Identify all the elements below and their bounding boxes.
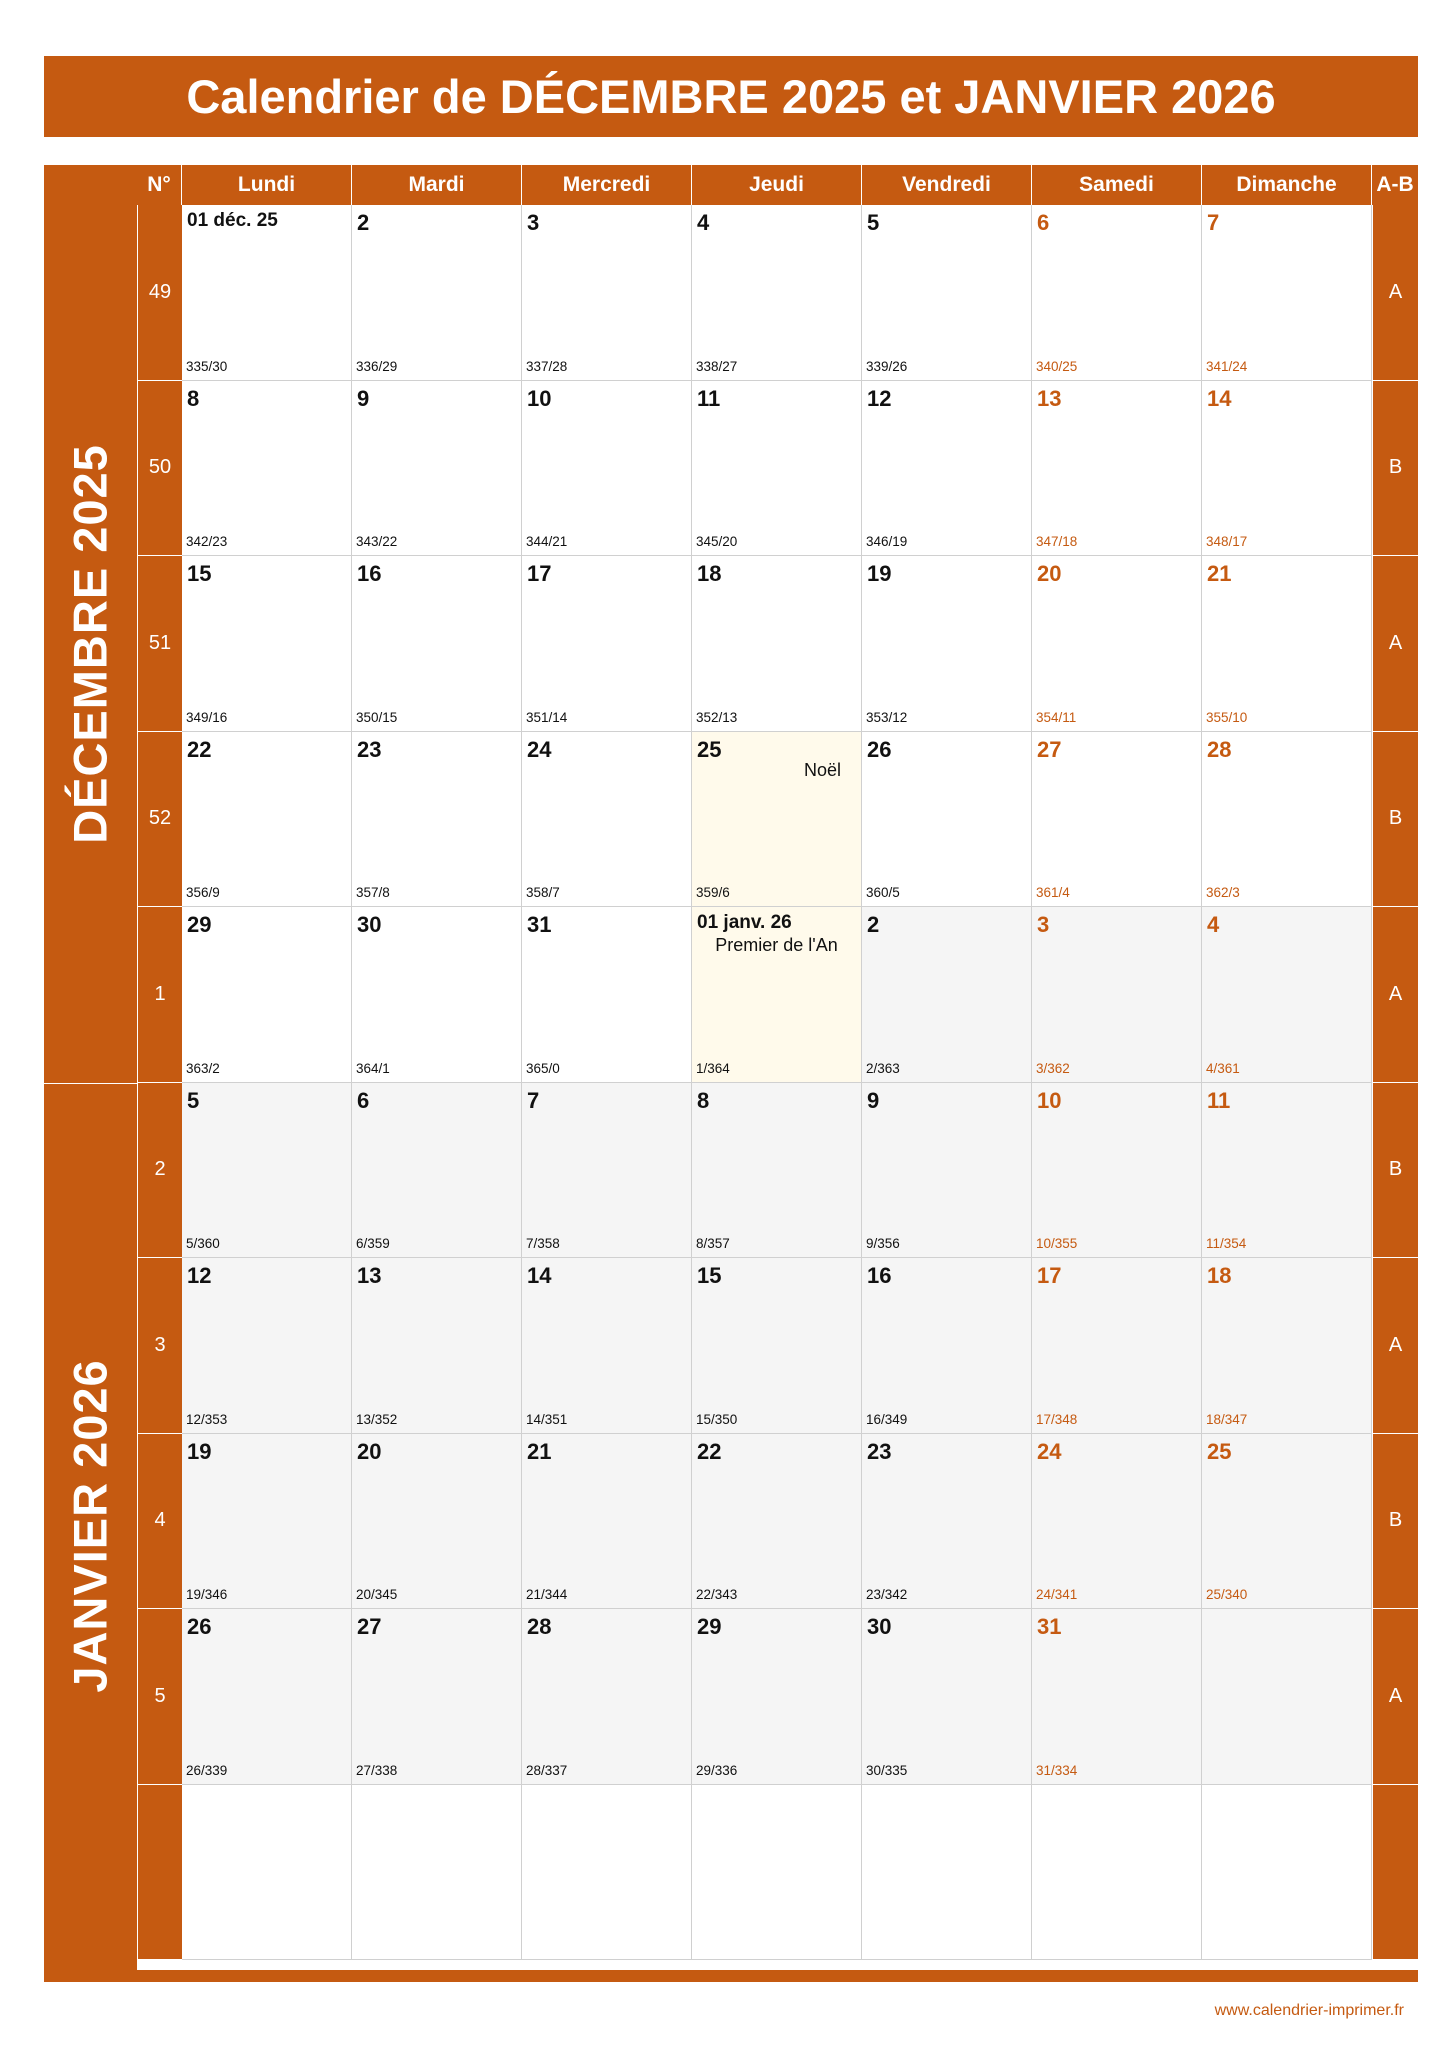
day-of-year: 21/344: [526, 1587, 568, 1602]
day-of-year: 29/336: [696, 1762, 738, 1778]
header-day: Jeudi: [692, 165, 862, 205]
day-cell[interactable]: [1032, 556, 1202, 732]
day-number: 3: [527, 210, 540, 235]
day-number: 11: [1207, 1087, 1231, 1113]
day-cell[interactable]: [862, 1434, 1032, 1610]
day-number: 20: [1037, 561, 1062, 586]
day-number: 21: [1207, 561, 1232, 586]
day-cell[interactable]: [1032, 1083, 1202, 1259]
day-cell[interactable]: [862, 381, 1032, 557]
day-of-year: 8/357: [696, 1236, 730, 1251]
day-cell[interactable]: [182, 205, 352, 381]
day-cell[interactable]: [352, 556, 522, 732]
day-of-year: 345/20: [696, 534, 738, 549]
header-blank: [44, 165, 137, 205]
day-of-year: 17/348: [1036, 1411, 1078, 1427]
day-number: 22: [187, 736, 212, 762]
holiday-name: Premier de l'An: [715, 935, 838, 955]
day-cell[interactable]: [522, 907, 692, 1083]
day-cell[interactable]: [1032, 381, 1202, 557]
day-of-year: 13/352: [356, 1411, 398, 1427]
day-number: 01 déc. 25: [187, 210, 278, 231]
day-of-year: 341/24: [1206, 358, 1248, 374]
day-cell[interactable]: [1202, 1258, 1372, 1434]
day-of-year: 22/343: [696, 1587, 738, 1602]
day-of-year: 349/16: [186, 709, 228, 725]
holiday-name: Noël: [803, 759, 841, 780]
day-of-year: 20/345: [356, 1587, 398, 1602]
day-number: 5: [867, 210, 880, 235]
day-number: 22: [697, 1438, 722, 1464]
day-cell[interactable]: [182, 732, 352, 908]
day-cell[interactable]: [182, 1083, 352, 1259]
day-of-year: 354/11: [1036, 709, 1077, 725]
day-cell[interactable]: [182, 907, 352, 1083]
ab-week-label: A: [1372, 1609, 1418, 1785]
day-number: 7: [1207, 210, 1220, 235]
day-number: 19: [187, 1438, 212, 1464]
day-cell[interactable]: [1032, 732, 1202, 908]
day-cell[interactable]: [692, 1083, 862, 1259]
header-day: Lundi: [182, 165, 352, 205]
ab-week-label: A: [1372, 556, 1418, 732]
day-of-year: 5/360: [186, 1236, 220, 1251]
day-of-year: 339/26: [866, 358, 908, 374]
month-column-spacer: [44, 556, 137, 732]
day-number: 20: [357, 1438, 382, 1464]
day-of-year: 337/28: [526, 358, 568, 374]
day-number: 8: [187, 385, 200, 411]
day-number: 5: [187, 1087, 200, 1113]
day-of-year: 365/0: [526, 1060, 560, 1076]
day-number: 27: [1037, 736, 1062, 762]
day-number: 7: [527, 1087, 540, 1113]
day-of-year: 336/29: [356, 358, 398, 374]
day-number: 26: [187, 1614, 212, 1639]
day-number: 13: [357, 1263, 382, 1288]
day-cell[interactable]: [1032, 907, 1202, 1083]
day-cell[interactable]: [692, 381, 862, 557]
day-of-year: 350/15: [356, 709, 398, 725]
day-number: 17: [527, 561, 552, 586]
day-of-year: 351/14: [526, 709, 568, 725]
day-cell[interactable]: [692, 1258, 862, 1434]
ab-week-label: B: [1372, 1434, 1418, 1610]
day-cell[interactable]: [1032, 1609, 1202, 1785]
day-number: 15: [697, 1263, 722, 1288]
day-cell[interactable]: [352, 381, 522, 557]
day-of-year: 27/338: [356, 1762, 398, 1778]
day-of-year: 25/340: [1206, 1587, 1248, 1602]
day-cell[interactable]: [352, 732, 522, 908]
day-number: 31: [527, 912, 552, 937]
header-day: Mardi: [352, 165, 522, 205]
day-cell[interactable]: [862, 732, 1032, 908]
day-cell[interactable]: [352, 205, 522, 381]
day-of-year: 15/350: [696, 1411, 738, 1427]
day-of-year: 344/21: [526, 534, 568, 549]
day-number: 19: [867, 561, 892, 586]
day-number: 30: [867, 1614, 892, 1639]
day-of-year: 18/347: [1206, 1411, 1248, 1427]
week-number: 51: [137, 556, 182, 732]
day-number: 14: [1207, 385, 1232, 411]
day-of-year: 352/13: [696, 709, 738, 725]
day-of-year: 19/346: [186, 1587, 228, 1602]
day-of-year: 346/19: [866, 534, 908, 549]
day-cell[interactable]: [352, 907, 522, 1083]
day-number: 29: [187, 912, 212, 937]
day-of-year: 16/349: [866, 1411, 908, 1427]
day-cell[interactable]: [522, 1434, 692, 1610]
day-cell[interactable]: [352, 1609, 522, 1785]
day-number: 18: [697, 561, 722, 586]
day-of-year: 361/4: [1036, 885, 1070, 900]
day-number: 3: [1037, 912, 1050, 937]
day-cell[interactable]: [352, 1434, 522, 1610]
day-cell[interactable]: [522, 205, 692, 381]
day-number: 28: [1207, 736, 1232, 762]
day-cell[interactable]: [522, 1083, 692, 1259]
header-day: Samedi: [1032, 165, 1202, 205]
day-cell[interactable]: [1032, 1785, 1202, 1961]
day-number: 12: [187, 1263, 212, 1288]
day-number: 2: [867, 912, 880, 937]
ab-week-label: B: [1372, 381, 1418, 557]
day-number: 15: [187, 561, 212, 586]
day-cell[interactable]: [862, 907, 1032, 1083]
day-of-year: 7/358: [526, 1236, 560, 1251]
day-of-year: 11/354: [1206, 1236, 1247, 1251]
day-of-year: 360/5: [866, 885, 900, 900]
header-week-number: N°: [137, 165, 182, 205]
day-cell[interactable]: [522, 556, 692, 732]
day-cell[interactable]: [1202, 1434, 1372, 1610]
month-column-spacer: [44, 1258, 137, 1434]
day-number: 2: [357, 210, 370, 235]
day-number: 4: [697, 210, 710, 235]
day-cell[interactable]: [522, 1609, 692, 1785]
day-number: 26: [867, 736, 892, 762]
ab-week-label: [1372, 1785, 1418, 1961]
week-number: 2: [137, 1083, 182, 1259]
day-cell[interactable]: [1202, 381, 1372, 557]
day-of-year: 342/23: [186, 534, 228, 549]
day-of-year: 24/341: [1036, 1587, 1078, 1602]
header-ab: A-B: [1372, 165, 1418, 205]
day-cell[interactable]: [692, 732, 862, 908]
day-number: 16: [867, 1263, 892, 1288]
day-number: 17: [1037, 1263, 1062, 1288]
day-of-year: 358/7: [526, 885, 560, 900]
bottom-strip: [44, 1970, 1418, 1982]
week-number: 3: [137, 1258, 182, 1434]
day-number: 21: [527, 1438, 552, 1464]
day-cell[interactable]: [182, 1258, 352, 1434]
day-cell[interactable]: [862, 1785, 1032, 1961]
day-of-year: 364/1: [356, 1060, 390, 1076]
day-of-year: 2/363: [866, 1060, 900, 1076]
day-number: 11: [697, 385, 721, 411]
day-number: 25: [697, 736, 722, 762]
day-cell[interactable]: [692, 1609, 862, 1785]
day-number: 28: [527, 1614, 552, 1639]
day-cell[interactable]: [1032, 205, 1202, 381]
day-cell[interactable]: [352, 1785, 522, 1961]
day-cell[interactable]: [1202, 556, 1372, 732]
day-number: 23: [357, 736, 382, 762]
day-cell[interactable]: [522, 1785, 692, 1961]
day-cell[interactable]: [692, 1785, 862, 1961]
day-cell[interactable]: [522, 1258, 692, 1434]
day-of-year: 340/25: [1036, 358, 1078, 374]
day-of-year: 26/339: [186, 1762, 228, 1778]
day-cell[interactable]: [182, 1609, 352, 1785]
month-column-spacer: [44, 381, 137, 557]
day-number: 25: [1207, 1438, 1232, 1464]
day-of-year: 353/12: [866, 709, 908, 725]
day-cell[interactable]: [1202, 1083, 1372, 1259]
day-of-year: 23/342: [866, 1587, 908, 1602]
day-of-year: 4/361: [1206, 1060, 1240, 1076]
day-cell[interactable]: [862, 1258, 1032, 1434]
day-number: 8: [697, 1087, 710, 1113]
month-label-december: DÉCEMBRE 2025: [63, 444, 117, 844]
day-of-year: 28/337: [526, 1762, 568, 1778]
day-number: 23: [867, 1438, 892, 1464]
day-of-year: 3/362: [1036, 1060, 1070, 1076]
day-cell[interactable]: [692, 556, 862, 732]
week-number: 50: [137, 381, 182, 557]
day-number: 6: [357, 1087, 370, 1113]
day-of-year: 31/334: [1036, 1762, 1078, 1778]
day-cell[interactable]: [862, 205, 1032, 381]
day-number: 16: [357, 561, 382, 586]
ab-week-label: B: [1372, 732, 1418, 908]
month-column-spacer: [44, 1434, 137, 1610]
day-cell[interactable]: [692, 1434, 862, 1610]
ab-week-label: B: [1372, 1083, 1418, 1259]
month-column-spacer: [44, 1609, 137, 1785]
day-of-year: 14/351: [526, 1411, 568, 1427]
day-number: 12: [867, 385, 892, 411]
ab-week-label: A: [1372, 205, 1418, 381]
day-of-year: 6/359: [356, 1236, 390, 1251]
day-cell[interactable]: [522, 381, 692, 557]
day-of-year: 355/10: [1206, 709, 1248, 725]
header-day: Dimanche: [1202, 165, 1372, 205]
day-number: 6: [1037, 210, 1050, 235]
day-cell[interactable]: [182, 556, 352, 732]
day-of-year: 343/22: [356, 534, 398, 549]
day-number: 9: [357, 385, 370, 411]
month-column-spacer: [44, 1083, 137, 1259]
day-number: 4: [1207, 912, 1220, 937]
day-number: 30: [357, 912, 382, 937]
day-cell[interactable]: [352, 1083, 522, 1259]
day-number: 01 janv. 26: [697, 912, 792, 933]
day-cell[interactable]: [1202, 1609, 1372, 1785]
day-number: 31: [1037, 1614, 1062, 1639]
day-number: 27: [357, 1614, 382, 1639]
day-cell[interactable]: [522, 732, 692, 908]
day-number: 10: [1037, 1087, 1062, 1113]
calendar-grid: [44, 165, 1418, 1970]
day-of-year: 359/6: [696, 885, 730, 900]
day-cell[interactable]: [862, 1083, 1032, 1259]
day-cell[interactable]: [692, 907, 862, 1083]
day-cell[interactable]: [862, 1609, 1032, 1785]
day-number: 24: [1037, 1438, 1062, 1464]
day-of-year: 10/355: [1036, 1236, 1078, 1251]
day-cell[interactable]: [1202, 907, 1372, 1083]
day-cell[interactable]: [182, 1785, 352, 1961]
month-column-spacer: [44, 1785, 137, 1961]
day-cell[interactable]: [1202, 1785, 1372, 1961]
day-cell[interactable]: [862, 556, 1032, 732]
day-of-year: 347/18: [1036, 534, 1078, 549]
day-cell[interactable]: [1032, 1258, 1202, 1434]
day-number: 24: [527, 736, 552, 762]
day-cell[interactable]: [1032, 1434, 1202, 1610]
day-of-year: 356/9: [186, 885, 220, 900]
day-cell[interactable]: [182, 381, 352, 557]
day-cell[interactable]: [692, 205, 862, 381]
week-number: 1: [137, 907, 182, 1083]
day-cell[interactable]: [352, 1258, 522, 1434]
day-number: 10: [527, 385, 552, 411]
ab-week-label: A: [1372, 907, 1418, 1083]
page-title: Calendrier de DÉCEMBRE 2025 et JANVIER 2026: [44, 56, 1418, 137]
header-day: Mercredi: [522, 165, 692, 205]
week-number: 5: [137, 1609, 182, 1785]
header-day: Vendredi: [862, 165, 1032, 205]
day-of-year: 1/364: [696, 1060, 730, 1076]
day-number: 9: [867, 1087, 880, 1113]
day-cell[interactable]: [1202, 205, 1372, 381]
day-of-year: 12/353: [186, 1411, 228, 1427]
month-column-spacer: [44, 732, 137, 908]
day-cell[interactable]: [182, 1434, 352, 1610]
day-of-year: 357/8: [356, 885, 390, 900]
week-number: [137, 1785, 182, 1961]
day-of-year: 362/3: [1206, 885, 1240, 900]
day-of-year: 335/30: [186, 358, 228, 374]
day-number: 13: [1037, 385, 1062, 411]
month-column-spacer: [44, 907, 137, 1083]
month-column-spacer: [44, 205, 137, 381]
day-of-year: 30/335: [866, 1762, 908, 1778]
month-label-january: JANVIER 2026: [63, 1359, 117, 1693]
day-of-year: 363/2: [186, 1060, 220, 1076]
week-number: 4: [137, 1434, 182, 1610]
day-number: 14: [527, 1263, 552, 1288]
day-of-year: 9/356: [866, 1236, 900, 1251]
day-of-year: 348/17: [1206, 534, 1248, 549]
site-url[interactable]: www.calendrier-imprimer.fr: [1214, 2002, 1404, 2019]
week-number: 49: [137, 205, 182, 381]
day-number: 18: [1207, 1263, 1232, 1288]
ab-week-label: A: [1372, 1258, 1418, 1434]
day-of-year: 338/27: [696, 358, 738, 374]
week-number: 52: [137, 732, 182, 908]
day-number: 29: [697, 1614, 722, 1639]
day-cell[interactable]: [1202, 732, 1372, 908]
